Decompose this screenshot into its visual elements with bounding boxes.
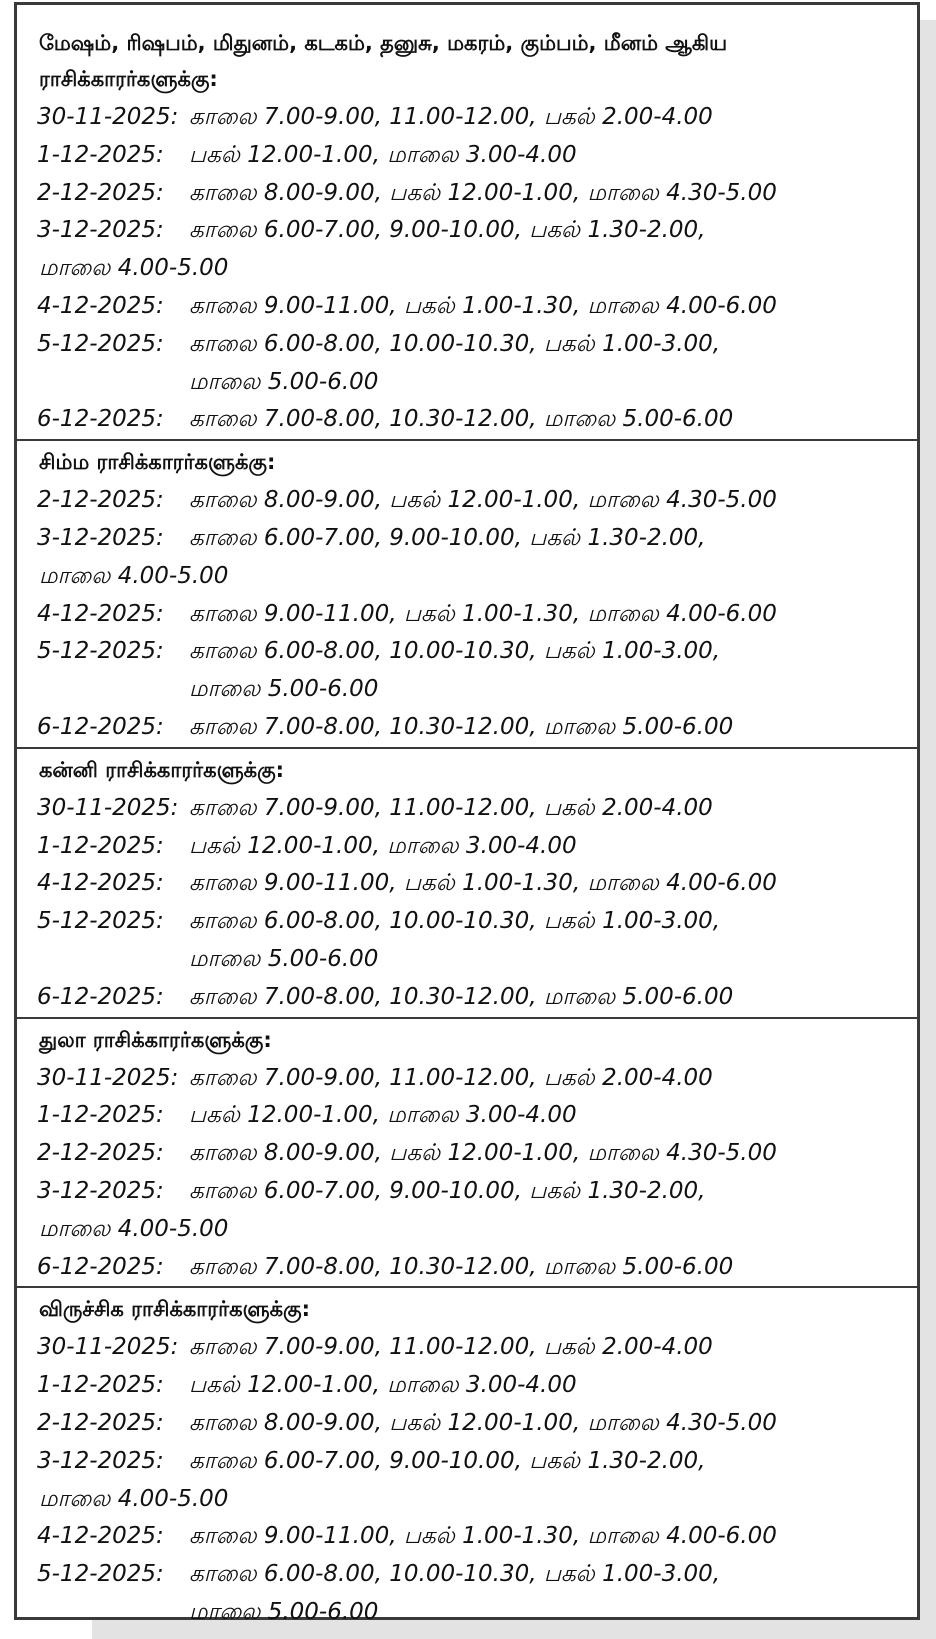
time-slots-continuation: மாலை 4.00-5.00 [39, 1215, 229, 1242]
time-slots: காலை 7.00-9.00, 11.00-12.00, பகல் 2.00-4.00 [189, 104, 713, 130]
time-slots: பகல் 12.00-1.00, மாலை 3.00-4.00 [189, 1372, 577, 1399]
section-heading: விருச்சிக ராசிக்காரர்களுக்கு: [39, 1297, 310, 1322]
date-label: 4-12-2025: [37, 292, 164, 319]
time-slots: பகல் 12.00-1.00, மாலை 3.00-4.00 [189, 1102, 577, 1129]
time-slots-continuation: மாலை 5.00-6.00 [189, 676, 379, 703]
date-label: 2-12-2025: [37, 487, 164, 514]
date-label: 1-12-2025: [37, 1372, 164, 1399]
schedule-row [17, 828, 917, 866]
time-slots: காலை 6.00-8.00, 10.00-10.30, பகல் 1.00-3.00, [189, 638, 721, 665]
time-slots-continuation: மாலை 4.00-5.00 [39, 562, 229, 589]
time-slots: காலை 9.00-11.00, பகல் 1.00-1.30, மாலை 4.00-6.00 [189, 600, 777, 627]
date-label: 4-12-2025: [37, 870, 164, 897]
time-slots: காலை 6.00-7.00, 9.00-10.00, பகல் 1.30-2.00, [189, 1177, 706, 1204]
date-label: 1-12-2025: [37, 141, 164, 168]
schedule-row [17, 137, 917, 175]
time-slots: காலை 9.00-11.00, பகல் 1.00-1.30, மாலை 4.00-6.00 [189, 1523, 777, 1550]
schedule-row [17, 520, 917, 558]
date-label: 4-12-2025: [37, 600, 164, 627]
date-label: 6-12-2025: [37, 1253, 164, 1280]
schedule-row [17, 1556, 917, 1594]
time-slots-continuation: மாலை 4.00-5.00 [39, 1485, 229, 1512]
time-slots: காலை 6.00-7.00, 9.00-10.00, பகல் 1.30-2.00, [189, 524, 706, 551]
date-label: 3-12-2025: [37, 524, 164, 551]
schedule-row [17, 790, 917, 828]
time-slots: காலை 9.00-11.00, பகல் 1.00-1.30, மாலை 4.00-6.00 [189, 870, 777, 897]
schedule-row [17, 1518, 917, 1556]
schedule-table [14, 2, 920, 1625]
time-slots: காலை 6.00-7.00, 9.00-10.00, பகல் 1.30-2.00, [189, 217, 706, 244]
time-slots: காலை 8.00-9.00, பகல் 12.00-1.00, மாலை 4.30-5.00 [189, 1140, 777, 1167]
schedule-row [17, 288, 917, 326]
schedule-row [17, 709, 917, 747]
time-slots: காலை 7.00-8.00, 10.30-12.00, மாலை 5.00-6.00 [189, 1253, 734, 1280]
section-heading: மேஷம், ரிஷபம், மிதுனம், கடகம், தனுசு, மகரம், கும்பம், மீனம் ஆகிய ராசிக்காரர்களுக்கு: [39, 31, 728, 91]
date-label: 2-12-2025: [37, 1409, 164, 1436]
time-slots: காலை 6.00-8.00, 10.00-10.30, பகல் 1.00-3.00, [189, 908, 721, 935]
date-label: 30-11-2025: [37, 1064, 179, 1091]
time-slots-continuation: மாலை 5.00-6.00 [189, 368, 379, 395]
schedule-row [17, 175, 917, 213]
date-label: 3-12-2025: [37, 217, 164, 244]
time-slots: காலை 6.00-7.00, 9.00-10.00, பகல் 1.30-2.00, [189, 1447, 706, 1474]
section-heading: சிம்ம ராசிக்காரர்களுக்கு: [39, 450, 276, 475]
schedule-row [17, 903, 917, 941]
time-slots-continuation: மாலை 4.00-5.00 [39, 255, 229, 282]
rasi-section [17, 441, 917, 749]
time-slots: காலை 7.00-8.00, 10.30-12.00, மாலை 5.00-6.00 [189, 406, 734, 433]
date-label: 30-11-2025: [37, 794, 179, 821]
date-label: 2-12-2025: [37, 179, 164, 206]
time-slots: காலை 6.00-8.00, 10.00-10.30, பகல் 1.00-3.00, [189, 330, 721, 357]
schedule-row [17, 1173, 917, 1211]
rasi-section [17, 1288, 917, 1631]
time-slots: காலை 7.00-8.00, 10.30-12.00, மாலை 5.00-6.00 [189, 713, 734, 740]
time-slots: காலை 8.00-9.00, பகல் 12.00-1.00, மாலை 4.30-5.00 [189, 487, 777, 514]
schedule-row [17, 1060, 917, 1098]
time-slots: காலை 8.00-9.00, பகல் 12.00-1.00, மாலை 4.30-5.00 [189, 179, 777, 206]
date-label: 3-12-2025: [37, 1447, 164, 1474]
schedule-row [17, 1249, 917, 1287]
schedule-row [17, 1367, 917, 1405]
date-label: 30-11-2025: [37, 104, 179, 130]
date-label: 30-11-2025: [37, 1334, 179, 1361]
date-label: 4-12-2025: [37, 1523, 164, 1550]
schedule-row [17, 401, 917, 439]
schedule-row [17, 1405, 917, 1443]
schedule-row [17, 865, 917, 903]
rasi-section [17, 5, 917, 441]
time-slots-continuation: மாலை 5.00-6.00 [189, 1598, 379, 1625]
section-heading: துலா ராசிக்காரர்களுக்கு: [39, 1027, 272, 1052]
schedule-row [17, 596, 917, 634]
date-label: 5-12-2025: [37, 908, 164, 935]
date-label: 2-12-2025: [37, 1140, 164, 1167]
date-label: 6-12-2025: [37, 406, 164, 433]
rasi-section [17, 749, 917, 1019]
rasi-section [17, 1019, 917, 1289]
section-heading: கன்னி ராசிக்காரர்களுக்கு: [39, 757, 285, 782]
time-slots: காலை 7.00-9.00, 11.00-12.00, பகல் 2.00-4.00 [189, 1064, 713, 1091]
schedule-row [17, 979, 917, 1017]
date-label: 5-12-2025: [37, 330, 164, 357]
date-label: 3-12-2025: [37, 1177, 164, 1204]
time-slots-continuation: மாலை 5.00-6.00 [189, 945, 379, 972]
date-label: 1-12-2025: [37, 1102, 164, 1129]
date-label: 5-12-2025: [37, 638, 164, 665]
schedule-row [17, 1135, 917, 1173]
time-slots: காலை 6.00-8.00, 10.00-10.30, பகல் 1.00-3.00, [189, 1561, 721, 1588]
schedule-row [17, 482, 917, 520]
schedule-row [17, 1329, 917, 1367]
time-slots: காலை 7.00-9.00, 11.00-12.00, பகல் 2.00-4.00 [189, 794, 713, 821]
date-label: 1-12-2025: [37, 832, 164, 859]
time-slots: பகல் 12.00-1.00, மாலை 3.00-4.00 [189, 832, 577, 859]
time-slots: காலை 7.00-8.00, 10.30-12.00, மாலை 5.00-6.00 [189, 983, 734, 1010]
date-label: 6-12-2025: [37, 713, 164, 740]
schedule-row [17, 633, 917, 671]
date-label: 6-12-2025: [37, 983, 164, 1010]
schedule-row [17, 1443, 917, 1481]
schedule-row [17, 212, 917, 250]
schedule-row [17, 1097, 917, 1135]
date-label: 5-12-2025: [37, 1561, 164, 1588]
time-slots: காலை 9.00-11.00, பகல் 1.00-1.30, மாலை 4.00-6.00 [189, 292, 777, 319]
schedule-row [17, 99, 917, 137]
schedule-row [17, 326, 917, 364]
time-slots: பகல் 12.00-1.00, மாலை 3.00-4.00 [189, 141, 577, 168]
time-slots: காலை 7.00-9.00, 11.00-12.00, பகல் 2.00-4.00 [189, 1334, 713, 1361]
time-slots: காலை 8.00-9.00, பகல் 12.00-1.00, மாலை 4.30-5.00 [189, 1409, 777, 1436]
